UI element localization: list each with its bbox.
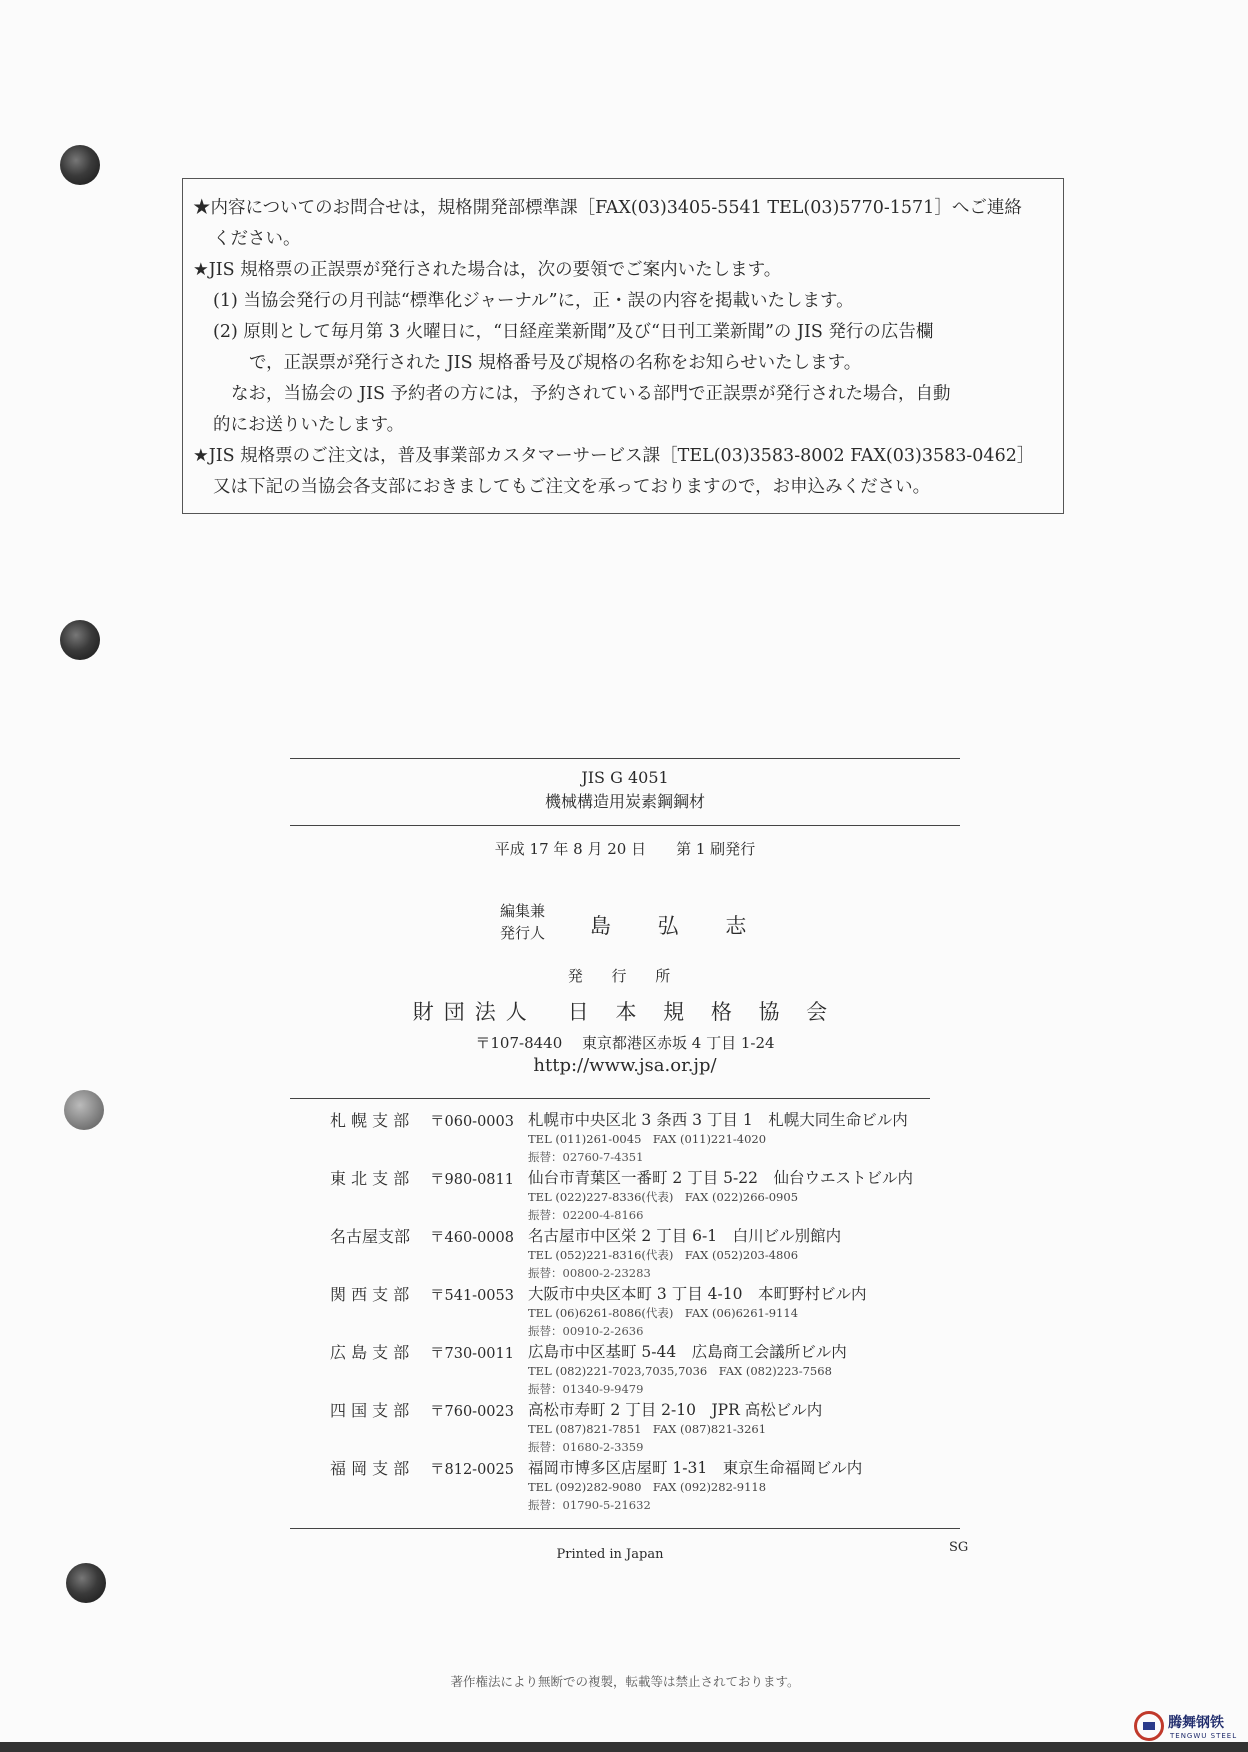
notice-line: なお，当協会の JIS 予約者の方には，予約されている部門で正誤票が発行された場合，自動 bbox=[231, 384, 951, 404]
notice-line: 的にお送りいたします。 bbox=[213, 415, 405, 435]
notice-box bbox=[182, 178, 1064, 514]
series-code: SG bbox=[949, 1540, 969, 1555]
notice-line: ください。 bbox=[213, 229, 301, 249]
branch-name: 福 岡 支 部 bbox=[330, 1459, 410, 1478]
branch-tel: TEL (092)282-9080 FAX (092)282-9118 bbox=[528, 1480, 767, 1494]
branch-tel: TEL (06)6261-8086(代表) FAX (06)6261-9114 bbox=[528, 1306, 799, 1320]
branch-zip: 〒812-0025 bbox=[430, 1462, 514, 1478]
branch-furikae: 振替：01340-9-9479 bbox=[528, 1382, 644, 1396]
branch-tel: TEL (082)221-7023,7035,7036 FAX (082)223-7568 bbox=[528, 1364, 832, 1378]
colophon-rule-bottom bbox=[290, 1528, 960, 1529]
branch-address: 名古屋市中区栄 2 丁目 6-1 白川ビル別館内 bbox=[528, 1227, 842, 1245]
branch-name: 広 島 支 部 bbox=[330, 1343, 410, 1362]
organization-url: http://www.jsa.or.jp/ bbox=[533, 1055, 717, 1076]
printed-in: Printed in Japan bbox=[556, 1547, 664, 1562]
notice-line: ★JIS 規格票のご注文は，普及事業部カスタマーサービス課［TEL(03)3583-8002 FAX(03)3583-0462］ bbox=[193, 446, 1035, 466]
branch-zip: 〒541-0053 bbox=[430, 1288, 514, 1304]
branch-zip: 〒760-0023 bbox=[430, 1404, 514, 1420]
branch-name: 関 西 支 部 bbox=[330, 1285, 410, 1304]
branch-tel: TEL (011)261-0045 FAX (011)221-4020 bbox=[528, 1132, 767, 1146]
branch-item bbox=[330, 1398, 970, 1456]
branch-address: 札幌市中央区北 3 条西 3 丁目 1 札幌大同生命ビル内 bbox=[528, 1111, 908, 1129]
colophon-rule-top bbox=[290, 758, 960, 759]
branch-address: 広島市中区基町 5-44 広島商工会議所ビル内 bbox=[528, 1343, 847, 1361]
publication-date: 平成 17 年 8 月 20 日 第 1 刷発行 bbox=[494, 840, 756, 858]
branch-tel: TEL (052)221-8316(代表) FAX (052)203-4806 bbox=[528, 1248, 799, 1262]
logo-text-en: TENGWU STEEL bbox=[1170, 1732, 1238, 1740]
standard-title: 機械構造用炭素鋼鋼材 bbox=[544, 792, 705, 811]
branch-tel: TEL (087)821-7851 FAX (087)821-3261 bbox=[528, 1422, 767, 1436]
branch-furikae: 振替：00910-2-2636 bbox=[528, 1324, 644, 1338]
colophon-title bbox=[290, 766, 960, 814]
branch-furikae: 振替：01680-2-3359 bbox=[528, 1440, 644, 1454]
branch-address: 仙台市青葉区一番町 2 丁目 5-22 仙台ウエストビル内 bbox=[528, 1169, 913, 1187]
branch-zip: 〒060-0003 bbox=[430, 1114, 514, 1130]
branch-item bbox=[330, 1166, 970, 1224]
standard-number: JIS G 4051 bbox=[581, 768, 669, 787]
logo-mark-icon bbox=[1134, 1711, 1164, 1741]
notice-line: ★JIS 規格票の正誤票が発行された場合は，次の要領でご案内いたします。 bbox=[193, 260, 782, 280]
editor-label-line: 編集兼 bbox=[500, 902, 546, 920]
copyright-notice: 著作権法により無断での複製，転載等は禁止されております。 bbox=[450, 1674, 800, 1689]
scan-edge bbox=[0, 1742, 1248, 1752]
colophon-rule-2 bbox=[290, 825, 960, 826]
binder-hole-4 bbox=[66, 1563, 106, 1603]
branch-address: 高松市寿町 2 丁目 2-10 JPR 高松ビル内 bbox=[528, 1401, 823, 1419]
branch-furikae: 振替：02760-7-4351 bbox=[528, 1150, 644, 1164]
branch-name: 東 北 支 部 bbox=[330, 1169, 410, 1188]
notice-line: (2) 原則として毎月第 3 火曜日に，“日経産業新聞”及び“日刊工業新聞”の JIS 発行の広告欄 bbox=[213, 322, 934, 342]
branch-item bbox=[330, 1282, 970, 1340]
branch-name: 四 国 支 部 bbox=[330, 1401, 410, 1420]
editor-label bbox=[500, 900, 545, 944]
branch-name: 名古屋支部 bbox=[330, 1227, 411, 1246]
branch-zip: 〒730-0011 bbox=[430, 1346, 514, 1362]
editor-label-line: 発行人 bbox=[500, 924, 546, 942]
branch-item bbox=[330, 1340, 970, 1398]
branch-zip: 〒980-0811 bbox=[430, 1172, 514, 1188]
binder-hole-3 bbox=[64, 1090, 104, 1130]
branch-zip: 〒460-0008 bbox=[430, 1230, 514, 1246]
colophon-rule-3 bbox=[290, 1098, 930, 1099]
branch-furikae: 振替：01790-5-21632 bbox=[528, 1498, 651, 1512]
branch-furikae: 振替：02200-4-8166 bbox=[528, 1208, 644, 1222]
notice-line: で，正誤票が発行された JIS 規格番号及び規格の名称をお知らせいたします。 bbox=[249, 353, 862, 373]
branch-address: 福岡市博多区店屋町 1-31 東京生命福岡ビル内 bbox=[528, 1459, 863, 1477]
branch-furikae: 振替：00800-2-23283 bbox=[528, 1266, 651, 1280]
branch-name: 札 幌 支 部 bbox=[330, 1111, 410, 1130]
office-label: 発 行 所 bbox=[567, 967, 683, 985]
branch-item bbox=[330, 1224, 970, 1282]
organization-address: 〒107-8440 東京都港区赤坂 4 丁目 1-24 bbox=[475, 1034, 775, 1052]
branch-item bbox=[330, 1456, 970, 1514]
logo-text-cn: 腾舞钢铁 bbox=[1168, 1715, 1224, 1731]
editor-name: 島 弘 志 bbox=[590, 914, 767, 938]
notice-line: ★内容についてのお問合せは，規格開発部標準課［FAX(03)3405-5541 TEL(03)5770-1571］へご連絡 bbox=[193, 198, 1022, 218]
notice-line: (1) 当協会発行の月刊誌“標準化ジャーナル”に，正・誤の内容を掲載いたします。 bbox=[213, 291, 854, 311]
branch-address: 大阪市中央区本町 3 丁目 4-10 本町野村ビル内 bbox=[528, 1285, 867, 1303]
binder-hole-1 bbox=[60, 145, 100, 185]
branch-tel: TEL (022)227-8336(代表) FAX (022)266-0905 bbox=[528, 1190, 799, 1204]
branch-item bbox=[330, 1108, 970, 1166]
binder-hole-2 bbox=[60, 620, 100, 660]
branch-list bbox=[330, 1108, 970, 1514]
notice-line: 又は下記の当協会各支部におきましてもご注文を承っておりますので，お申込みください。 bbox=[213, 477, 931, 497]
organization-name: 財団法人 日 本 規 格 協 会 bbox=[412, 1000, 838, 1024]
